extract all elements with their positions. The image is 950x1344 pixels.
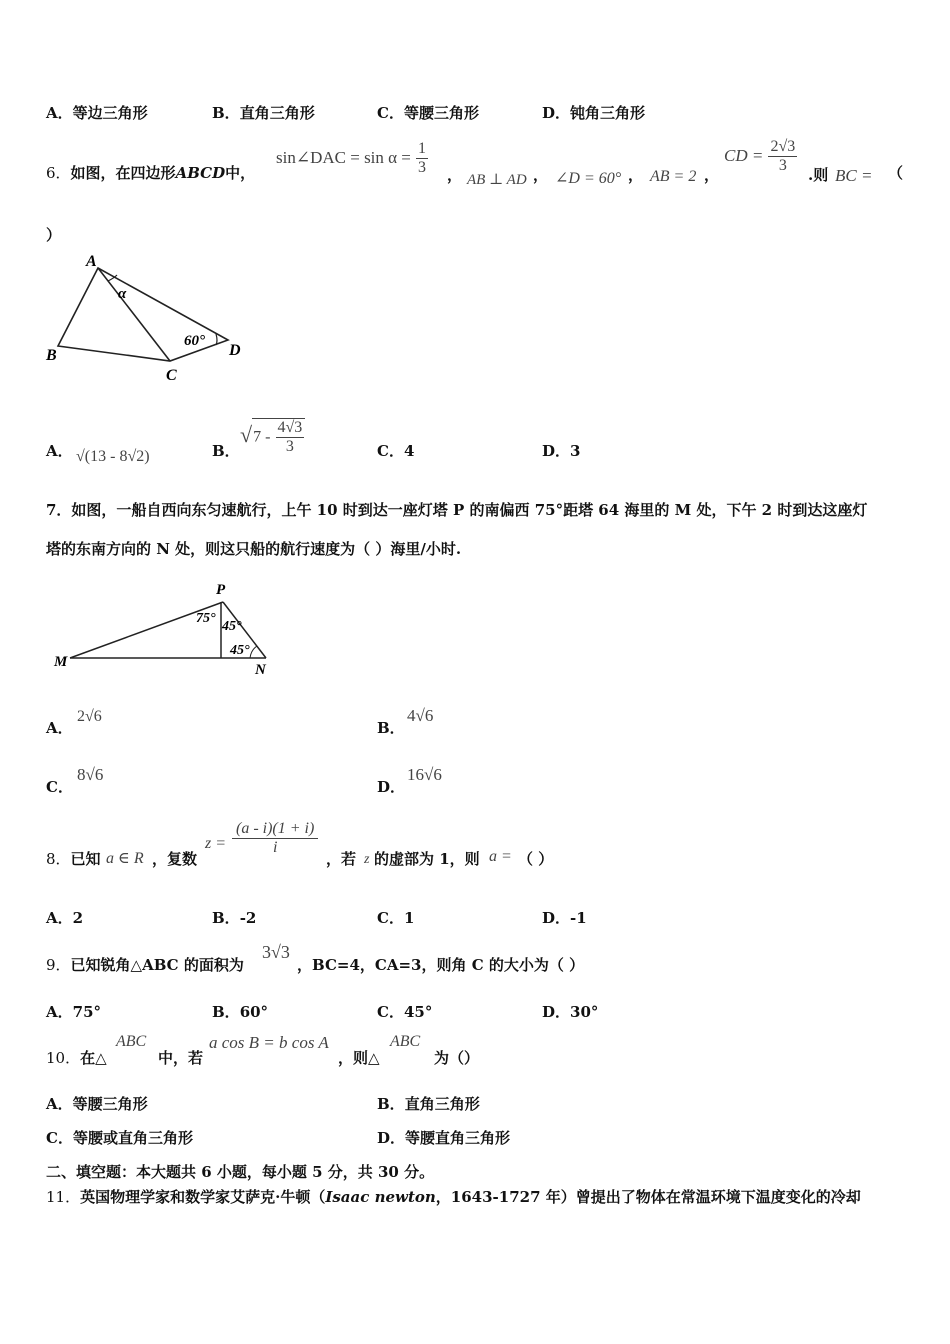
q8-text3: ，若	[326, 850, 357, 868]
fraction-one-third	[416, 140, 428, 177]
label-c: C	[166, 367, 177, 384]
q9-text2: ，BC=4，CA=3，则角 C 的大小为（ ）	[297, 956, 585, 974]
q6-ab: AB = 2	[650, 168, 697, 185]
angle-n-arc	[250, 646, 257, 658]
option-letter: C．	[46, 778, 73, 796]
q7-lighthouse-figure	[50, 578, 280, 678]
q8-stem-start	[46, 848, 101, 869]
label-n: N	[255, 662, 266, 678]
q6-option-a-expr: √(13 - 8√2)	[76, 448, 150, 465]
option-text: 钝角三角形	[570, 104, 646, 122]
q10-text1: 在△	[80, 1049, 107, 1067]
label-p: P	[216, 582, 226, 598]
option-text: 等腰或直角三角形	[72, 1129, 193, 1147]
denominator: i	[272, 839, 278, 856]
label-45-bottom: 45°	[230, 643, 250, 658]
option-letter: A．	[46, 909, 73, 927]
option-letter: C．	[46, 1129, 73, 1147]
q8-option-a	[46, 907, 83, 928]
label-a: A	[86, 253, 97, 270]
q10-text3: ，则△	[338, 1049, 380, 1067]
q6-option-a	[46, 440, 73, 461]
q8-z2: z	[364, 852, 370, 867]
option-text: 等边三角形	[72, 104, 148, 122]
option-text: 60°	[239, 1003, 269, 1021]
section-heading: 二、填空题：本大题共 6 小题，每小题 5 分，共 30 分。	[46, 1163, 435, 1181]
option-letter: B．	[377, 1095, 405, 1113]
q5-option-a	[46, 102, 148, 123]
q8-option-d	[542, 907, 587, 928]
q6-text2: 中，	[225, 164, 256, 182]
q6-option-b	[212, 440, 240, 461]
q7-option-d-expr: 16√6	[407, 765, 442, 784]
option-text: 30°	[570, 1003, 599, 1021]
q11-text2: ，1643-1727 年）曾提出了物体在常温环境下温度变化的冷却	[435, 1188, 861, 1206]
option-text: 等腰三角形	[403, 104, 479, 122]
expr-prefix: 7 -	[253, 428, 271, 446]
option-text: 等腰三角形	[72, 1095, 148, 1113]
q6-comma1: ，	[447, 166, 463, 184]
q11-stem	[46, 1186, 861, 1207]
q6-cd-expression	[724, 138, 797, 175]
q6-comma4: ，	[704, 166, 720, 184]
label-75: 75°	[196, 611, 216, 626]
q7-stem-line2: 塔的东南方向的 N 处，则这只船的航行速度为（ ）海里/小时.	[46, 540, 462, 558]
q9-option-c	[377, 1001, 432, 1022]
q7-option-b	[377, 717, 405, 738]
q10-abc2: ABC	[390, 1033, 421, 1050]
radical-sign-icon: √	[240, 422, 253, 447]
option-letter: B．	[212, 442, 240, 460]
q10-equation: a cos B = b cos A	[209, 1033, 329, 1052]
q8-text1: 已知	[70, 850, 101, 868]
q6-option-c	[377, 440, 414, 461]
q10-abc: ABC	[116, 1033, 147, 1050]
option-text: -2	[239, 909, 257, 927]
fraction-4sqrt3-over-3	[276, 419, 305, 456]
option-letter: B．	[212, 909, 240, 927]
sin-expr: sin∠DAC = sin α =	[276, 148, 411, 167]
q10-text4: 为（）	[434, 1049, 480, 1067]
option-letter: A．	[46, 1003, 73, 1021]
cd-label: CD =	[724, 146, 764, 165]
q8-option-b	[212, 907, 256, 928]
option-letter: A．	[46, 1095, 73, 1113]
q6-option-b-expr	[240, 418, 305, 456]
q5-option-c	[377, 102, 479, 123]
q6-bc: BC =	[835, 166, 873, 185]
q10-text2: 中，若	[158, 1049, 204, 1067]
option-letter: B．	[212, 1003, 240, 1021]
q9-text1: 已知锐角△ABC 的面积为	[70, 956, 244, 974]
q6-angle-d: ∠D = 60°	[555, 170, 622, 187]
q10-option-b	[377, 1093, 480, 1114]
option-letter: C．	[377, 1003, 404, 1021]
q8-option-c	[377, 907, 414, 928]
denominator: 3	[778, 157, 787, 174]
question-number: 8．	[46, 850, 71, 868]
option-text: 75°	[72, 1003, 102, 1021]
q7-stem-line1: 7．如图，一船自西向东匀速航行，上午 10 时到达一座灯塔 P 的南偏西 75°距塔 64 海里的 M 处，下午 2 时到达这座灯	[46, 501, 868, 519]
option-text: 2	[72, 909, 84, 927]
q7-option-d	[377, 776, 405, 797]
label-45-top: 45°	[222, 619, 242, 634]
option-letter: C．	[377, 909, 404, 927]
q10-option-a	[46, 1093, 148, 1114]
option-letter: B．	[377, 719, 405, 737]
q10-option-c	[46, 1127, 193, 1148]
q6-comma3: ，	[628, 166, 644, 184]
complex-fraction	[232, 820, 318, 857]
option-letter: A．	[46, 104, 73, 122]
option-letter: D．	[542, 442, 571, 460]
q9-option-b	[212, 1001, 268, 1022]
q8-condition: a ∈ R	[106, 850, 144, 867]
option-letter: C．	[377, 442, 404, 460]
option-text: 45°	[403, 1003, 433, 1021]
q6-sin-expression	[276, 140, 428, 177]
q8-text2: ，复数	[152, 850, 198, 868]
option-text: 直角三角形	[239, 104, 315, 122]
q6-quad: ABCD	[175, 164, 226, 182]
q6-then: .则	[808, 166, 829, 184]
fraction-2sqrt3-over-3	[768, 138, 797, 175]
q10-stem-start	[46, 1047, 107, 1068]
option-letter: D．	[377, 778, 406, 796]
option-letter: A．	[46, 719, 73, 737]
q7-option-c-expr: 8√6	[77, 765, 104, 784]
label-m: M	[54, 654, 68, 670]
q6-text1: 如图，在四边形	[70, 164, 176, 182]
q5-option-d	[542, 102, 645, 123]
numerator: 4√3	[277, 419, 303, 436]
q9-option-d	[542, 1001, 598, 1022]
label-b: B	[46, 347, 57, 364]
option-text: -1	[570, 909, 587, 927]
option-text: 1	[403, 909, 415, 927]
numerator: (a - i)(1 + i)	[232, 820, 318, 839]
question-number: 9．	[46, 956, 71, 974]
numerator: 2√3	[770, 138, 796, 155]
label-alpha: α	[118, 286, 127, 302]
denominator: 3	[285, 438, 294, 455]
question-number: 6．	[46, 164, 71, 182]
q8-text5: （ ）	[518, 850, 554, 868]
q6-paren-open: （	[888, 164, 904, 182]
q9-stem-start	[46, 954, 244, 975]
q8-a: a =	[489, 848, 512, 865]
q7-option-b-expr: 4√6	[407, 706, 434, 725]
angle-d-arc	[216, 334, 217, 345]
q7-option-a	[46, 717, 73, 738]
denominator: 3	[418, 159, 426, 176]
numerator: 1	[418, 140, 426, 157]
q6-perp: AB ⊥ AD	[467, 172, 527, 188]
q11-text1: 英国物理学家和数学家艾萨克·牛顿（	[80, 1188, 326, 1206]
option-letter: A．	[46, 442, 73, 460]
option-letter: C．	[377, 104, 404, 122]
option-text: 等腰直角三角形	[405, 1129, 511, 1147]
option-letter: D．	[542, 104, 571, 122]
diagonal-ac	[98, 268, 170, 361]
q6-comma2: ，	[533, 166, 549, 184]
q7-option-a-expr: 2√6	[77, 708, 102, 725]
q5-option-b	[212, 102, 315, 123]
label-60: 60°	[184, 333, 205, 349]
q11-name: Isaac newton	[325, 1188, 436, 1206]
option-letter: D．	[377, 1129, 406, 1147]
q9-area: 3√3	[262, 942, 290, 962]
q6-stem	[46, 162, 255, 183]
q9-option-a	[46, 1001, 101, 1022]
q10-option-d	[377, 1127, 510, 1148]
question-number: 10．	[46, 1049, 81, 1067]
q6-option-d	[542, 440, 580, 461]
q6-quadrilateral-figure	[40, 248, 250, 388]
q8-fraction	[232, 820, 318, 857]
option-text: 直角三角形	[404, 1095, 480, 1113]
option-text: 3	[570, 442, 581, 460]
option-letter: D．	[542, 1003, 571, 1021]
option-letter: D．	[542, 909, 571, 927]
option-text: 4	[403, 442, 415, 460]
label-d: D	[229, 342, 241, 359]
option-letter: B．	[212, 104, 240, 122]
q8-z: z =	[205, 835, 227, 852]
q6-paren-close: ）	[46, 226, 62, 244]
q8-text4: 的虚部为 1，则	[374, 850, 480, 868]
q7-option-c	[46, 776, 73, 797]
question-number: 11．	[46, 1188, 81, 1206]
